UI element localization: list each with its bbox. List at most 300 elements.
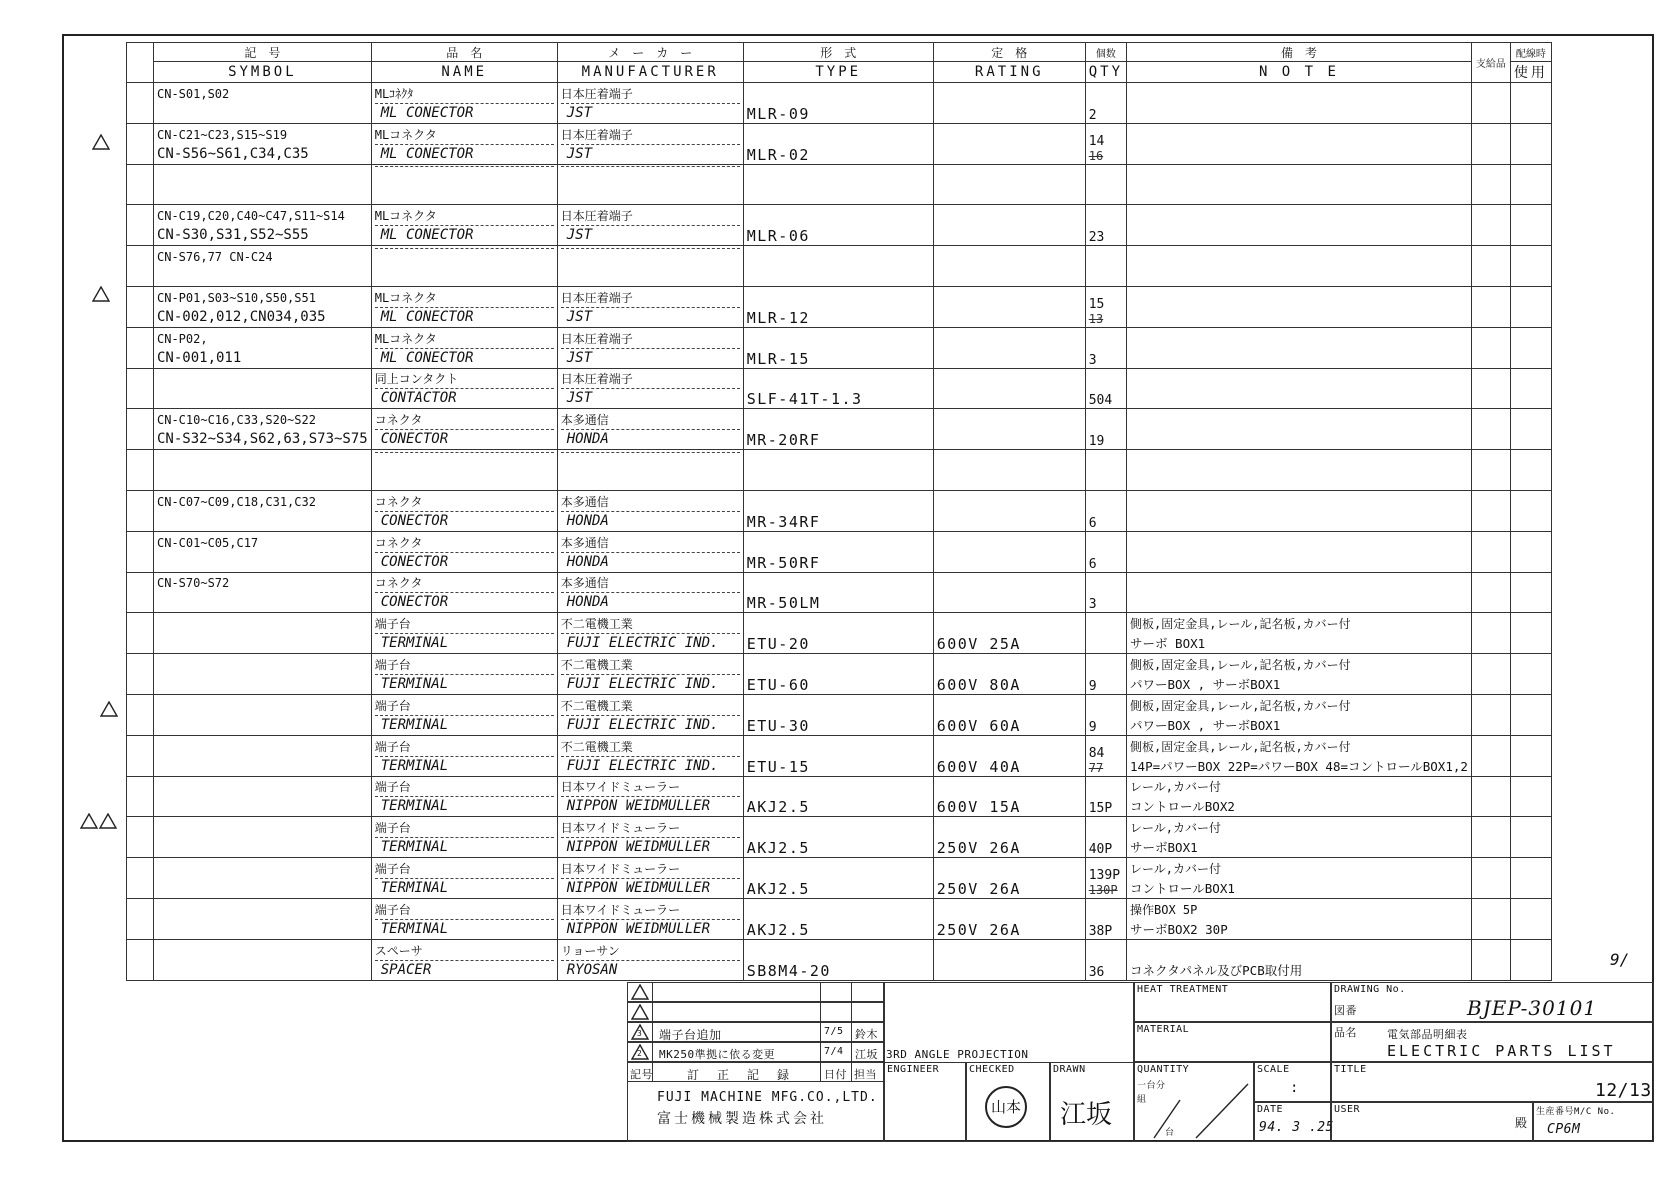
manufacturer-cell bbox=[557, 83, 743, 124]
rating-cell bbox=[933, 450, 1085, 491]
qty-cell bbox=[1085, 246, 1126, 287]
qty-cell bbox=[1085, 409, 1126, 450]
revision-triangle-icon bbox=[631, 1004, 649, 1020]
type-cell: SLF-41T-1.3 bbox=[743, 368, 933, 409]
part-name-en: TERMINAL bbox=[380, 839, 449, 856]
type-cell: ETU-20 bbox=[743, 613, 933, 654]
table-row-22 bbox=[127, 939, 1552, 980]
part-name-en: ML CONECTOR bbox=[380, 145, 474, 162]
qty-cell bbox=[1085, 286, 1126, 327]
symbol-cell bbox=[154, 490, 372, 531]
revision-header-desc: 訂 正 記 録 bbox=[687, 1068, 793, 1082]
note-line-2: サーボ BOX1 bbox=[1130, 636, 1206, 652]
part-name-jp: 端子台 bbox=[375, 615, 554, 634]
name-cell bbox=[371, 368, 557, 409]
maker-en: FUJI ELECTRIC IND. bbox=[566, 635, 719, 652]
note-line-2: サーボBOX2 30P bbox=[1130, 921, 1228, 937]
note-line-1: レール,カバー付 bbox=[1130, 780, 1222, 795]
maker-en: NIPPON WEIDMULLER bbox=[566, 798, 711, 815]
maker-en: HONDA bbox=[566, 512, 609, 529]
table-row-2 bbox=[127, 123, 1552, 164]
supplied-cell bbox=[1471, 83, 1510, 124]
revision-triangle-icon bbox=[100, 701, 118, 717]
part-name-en: CONECTOR bbox=[380, 431, 449, 448]
row-blank-cell bbox=[127, 939, 154, 980]
revision-header-date: 日付 bbox=[824, 1068, 847, 1081]
note-line-1: 側板,固定金具,レール,記名板,カバー付 bbox=[1130, 698, 1351, 713]
revision-desc-2: MK250準拠に依る変更 bbox=[659, 1048, 776, 1061]
qty-value: 40P bbox=[1088, 842, 1113, 858]
supplied-cell bbox=[1471, 572, 1510, 613]
wiring-cell bbox=[1510, 246, 1551, 287]
note-cell bbox=[1127, 735, 1472, 776]
symbol-cell bbox=[154, 858, 372, 899]
symbol-cell bbox=[154, 654, 372, 695]
note-line-1: 側板,固定金具,レール,記名板,カバー付 bbox=[1130, 739, 1351, 754]
table-row-13 bbox=[127, 572, 1552, 613]
note-line-2: コントロールBOX1 bbox=[1130, 880, 1235, 896]
manufacturer-cell bbox=[557, 123, 743, 164]
supplied-cell bbox=[1471, 817, 1510, 858]
maker-en: JST bbox=[566, 145, 593, 162]
part-name-jp: MLコネクタ bbox=[375, 289, 554, 308]
projection-label: 3RD ANGLE PROJECTION bbox=[886, 1048, 1029, 1061]
parts-table-body bbox=[127, 83, 1552, 981]
part-name-en: TERMINAL bbox=[380, 716, 449, 733]
wiring-cell bbox=[1510, 531, 1551, 572]
user-label: USER bbox=[1334, 1104, 1361, 1115]
qty-cell bbox=[1085, 83, 1126, 124]
name-cell bbox=[371, 531, 557, 572]
parts-table bbox=[126, 42, 1552, 981]
manufacturer-cell bbox=[557, 613, 743, 654]
qty-cell bbox=[1085, 205, 1126, 246]
qty-value: 9 bbox=[1088, 678, 1097, 694]
header-qty-jp: 個数 bbox=[1085, 43, 1126, 62]
qty-value: 15P bbox=[1088, 801, 1113, 817]
header-symbol-jp: 記 号 bbox=[154, 43, 372, 62]
parts-table-header bbox=[127, 43, 1552, 83]
company-name-en: FUJI MACHINE MFG.CO.,LTD. bbox=[657, 1090, 878, 1105]
symbol-cell bbox=[154, 368, 372, 409]
table-row-19 bbox=[127, 817, 1552, 858]
supplied-cell bbox=[1471, 654, 1510, 695]
type-cell: MR-50RF bbox=[743, 531, 933, 572]
symbol-line-1: CN-S70~S72 bbox=[157, 576, 230, 591]
symbol-cell bbox=[154, 246, 372, 287]
table-row-9 bbox=[127, 409, 1552, 450]
part-name-jp: 端子台 bbox=[375, 738, 554, 757]
maker-en: HONDA bbox=[566, 553, 609, 570]
wiring-cell bbox=[1510, 83, 1551, 124]
part-name-jp: 端子台 bbox=[375, 656, 554, 675]
quantity-set: 組 bbox=[1137, 1095, 1147, 1105]
qty-cell bbox=[1085, 613, 1126, 654]
manufacturer-cell bbox=[557, 327, 743, 368]
maker-jp bbox=[561, 452, 740, 453]
type-cell bbox=[743, 246, 933, 287]
note-line-2: 14P=パワーBOX 22P=パワーBOX 48=コントロールBOX1,2 bbox=[1130, 758, 1468, 774]
wiring-cell bbox=[1510, 613, 1551, 654]
manufacturer-cell bbox=[557, 858, 743, 899]
part-name-jp: MLコネクタ bbox=[375, 330, 554, 349]
quantity-slash-lines bbox=[1152, 1072, 1252, 1140]
revision-triangle-icon bbox=[92, 134, 110, 150]
symbol-cell bbox=[154, 123, 372, 164]
part-name-en: TERMINAL bbox=[380, 920, 449, 937]
note-cell bbox=[1127, 572, 1472, 613]
symbol-line-1: CN-C21~C23,S15~S19 bbox=[157, 127, 288, 142]
part-name-en: CONECTOR bbox=[380, 594, 449, 611]
header-wiring-jp: 配線時 bbox=[1510, 43, 1551, 62]
drawing-no-label: DRAWING No. bbox=[1334, 984, 1406, 995]
wiring-cell bbox=[1510, 939, 1551, 980]
table-row-1 bbox=[127, 83, 1552, 124]
maker-jp: 本多通信 bbox=[561, 493, 740, 512]
maker-en: FUJI ELECTRIC IND. bbox=[566, 675, 719, 692]
maker-en: FUJI ELECTRIC IND. bbox=[566, 716, 719, 733]
mc-no-label: 生産番号M/C No. bbox=[1536, 1107, 1616, 1117]
name-cell bbox=[371, 327, 557, 368]
supplied-cell bbox=[1471, 409, 1510, 450]
manufacturer-cell bbox=[557, 164, 743, 205]
row-blank-cell bbox=[127, 205, 154, 246]
rating-cell bbox=[933, 368, 1085, 409]
user-suffix: 殿 bbox=[1515, 1116, 1528, 1130]
part-name-en: ML CONECTOR bbox=[380, 349, 474, 366]
revision-triangle-icon bbox=[80, 813, 98, 829]
name-cell bbox=[371, 450, 557, 491]
table-row-6 bbox=[127, 286, 1552, 327]
supplied-cell bbox=[1471, 286, 1510, 327]
row-blank-cell bbox=[127, 368, 154, 409]
name-cell bbox=[371, 613, 557, 654]
rating-cell bbox=[933, 327, 1085, 368]
wiring-cell bbox=[1510, 409, 1551, 450]
row-blank-cell bbox=[127, 654, 154, 695]
name-cell bbox=[371, 286, 557, 327]
symbol-cell bbox=[154, 572, 372, 613]
note-cell bbox=[1127, 694, 1472, 735]
supplied-cell bbox=[1471, 368, 1510, 409]
table-row-4 bbox=[127, 205, 1552, 246]
note-line-1: 側板,固定金具,レール,記名板,カバー付 bbox=[1130, 657, 1351, 672]
qty-value: 2 bbox=[1088, 107, 1097, 123]
header-row-japanese bbox=[127, 43, 1552, 62]
maker-jp: 日本圧着端子 bbox=[561, 330, 740, 349]
qty-cell bbox=[1085, 572, 1126, 613]
table-row-7 bbox=[127, 327, 1552, 368]
maker-en: NIPPON WEIDMULLER bbox=[566, 879, 711, 896]
manufacturer-cell bbox=[557, 368, 743, 409]
qty-cell bbox=[1085, 490, 1126, 531]
manufacturer-cell bbox=[557, 735, 743, 776]
supplied-cell bbox=[1471, 327, 1510, 368]
symbol-line-1: CN-C07~C09,C18,C31,C32 bbox=[157, 494, 316, 509]
part-name-jp: 電気部品明細表 bbox=[1387, 1028, 1468, 1041]
table-row-5 bbox=[127, 246, 1552, 287]
symbol-line-2: CN-S56~S61,C34,C35 bbox=[157, 145, 309, 162]
part-name-en: TERMINAL bbox=[380, 675, 449, 692]
manufacturer-cell bbox=[557, 572, 743, 613]
rating-cell bbox=[933, 123, 1085, 164]
supplied-cell bbox=[1471, 735, 1510, 776]
type-cell: AKJ2.5 bbox=[743, 817, 933, 858]
qty-cell bbox=[1085, 776, 1126, 817]
type-cell: MLR-06 bbox=[743, 205, 933, 246]
part-name-en: ML CONECTOR bbox=[380, 227, 474, 244]
maker-en: FUJI ELECTRIC IND. bbox=[566, 757, 719, 774]
name-cell bbox=[371, 83, 557, 124]
header-rating-jp: 定 格 bbox=[933, 43, 1085, 62]
name-cell bbox=[371, 817, 557, 858]
maker-en: RYOSAN bbox=[566, 961, 618, 978]
qty-value: 6 bbox=[1088, 515, 1097, 531]
part-name-en: CONECTOR bbox=[380, 512, 449, 529]
qty-cell bbox=[1085, 164, 1126, 205]
wiring-cell bbox=[1510, 123, 1551, 164]
row-blank-cell bbox=[127, 490, 154, 531]
note-line-2: サーボBOX1 bbox=[1130, 840, 1198, 856]
rating-cell bbox=[933, 572, 1085, 613]
wiring-cell bbox=[1510, 286, 1551, 327]
name-cell bbox=[371, 735, 557, 776]
qty-value: 23 bbox=[1088, 230, 1105, 246]
part-name-en: ELECTRIC PARTS LIST bbox=[1387, 1042, 1616, 1060]
symbol-line-2: CN-S30,S31,S52~S55 bbox=[157, 227, 309, 244]
heat-treatment-label: HEAT TREATMENT bbox=[1137, 984, 1229, 995]
type-cell: MLR-02 bbox=[743, 123, 933, 164]
row-blank-cell bbox=[127, 164, 154, 205]
maker-jp: 不二電機工業 bbox=[561, 697, 740, 716]
drawn-by: 江坂 bbox=[1060, 1100, 1113, 1130]
mc-number: CP6M bbox=[1547, 1122, 1581, 1137]
part-name-en: TERMINAL bbox=[380, 757, 449, 774]
name-cell bbox=[371, 572, 557, 613]
supplied-cell bbox=[1471, 776, 1510, 817]
rating-cell: 600V 80A bbox=[933, 654, 1085, 695]
type-cell: MLR-15 bbox=[743, 327, 933, 368]
symbol-cell bbox=[154, 164, 372, 205]
note-cell bbox=[1127, 450, 1472, 491]
note-cell bbox=[1127, 858, 1472, 899]
wiring-cell bbox=[1510, 450, 1551, 491]
maker-jp: リョーサン bbox=[561, 942, 740, 961]
row-blank-cell bbox=[127, 858, 154, 899]
wiring-cell bbox=[1510, 735, 1551, 776]
part-name-jp bbox=[375, 166, 554, 167]
checked-label: CHECKED bbox=[969, 1064, 1015, 1075]
symbol-line-1: CN-S76,77 CN-C24 bbox=[157, 249, 273, 264]
symbol-cell bbox=[154, 939, 372, 980]
note-line-2: パワーBOX , サーボBOX1 bbox=[1130, 717, 1281, 733]
manufacturer-cell bbox=[557, 490, 743, 531]
revision-triangle-icon bbox=[631, 984, 649, 1000]
note-cell bbox=[1127, 654, 1472, 695]
row-blank-cell bbox=[127, 694, 154, 735]
quantity-label: QUANTITY bbox=[1137, 1064, 1190, 1075]
symbol-cell bbox=[154, 776, 372, 817]
manufacturer-cell bbox=[557, 246, 743, 287]
maker-jp: 日本圧着端子 bbox=[561, 126, 740, 145]
symbol-cell bbox=[154, 613, 372, 654]
maker-en: JST bbox=[566, 308, 593, 325]
part-name-en: TERMINAL bbox=[380, 635, 449, 652]
supplied-cell bbox=[1471, 246, 1510, 287]
quantity-per-unit: 一台分 bbox=[1137, 1081, 1166, 1091]
name-cell bbox=[371, 858, 557, 899]
note-line-1: 側板,固定金具,レール,記名板,カバー付 bbox=[1130, 617, 1351, 632]
row-blank-cell bbox=[127, 898, 154, 939]
revision-header-mark: 記号 bbox=[630, 1068, 653, 1081]
maker-jp: 不二電機工業 bbox=[561, 615, 740, 634]
part-name-jp-label: 品名 bbox=[1334, 1026, 1357, 1039]
part-name-en: SPACER bbox=[380, 961, 432, 978]
type-cell: AKJ2.5 bbox=[743, 776, 933, 817]
type-cell: MLR-12 bbox=[743, 286, 933, 327]
drawing-number: BJEP-30101 bbox=[1467, 996, 1598, 1020]
manufacturer-cell bbox=[557, 531, 743, 572]
supplied-cell bbox=[1471, 123, 1510, 164]
wiring-cell bbox=[1510, 817, 1551, 858]
part-name-en: ML CONECTOR bbox=[380, 104, 474, 121]
qty-value: 36 bbox=[1088, 964, 1105, 980]
maker-jp: 日本ワイドミューラー bbox=[561, 901, 740, 920]
type-cell bbox=[743, 164, 933, 205]
name-cell bbox=[371, 490, 557, 531]
symbol-cell bbox=[154, 817, 372, 858]
qty-cell bbox=[1085, 368, 1126, 409]
name-cell bbox=[371, 164, 557, 205]
material-label: MATERIAL bbox=[1137, 1024, 1190, 1035]
revision-desc-3: 端子台追加 bbox=[659, 1028, 722, 1042]
symbol-cell bbox=[154, 694, 372, 735]
manufacturer-cell bbox=[557, 694, 743, 735]
type-cell: AKJ2.5 bbox=[743, 858, 933, 899]
name-cell bbox=[371, 246, 557, 287]
rating-cell bbox=[933, 246, 1085, 287]
maker-en: NIPPON WEIDMULLER bbox=[566, 920, 711, 937]
header-type-jp: 形 式 bbox=[743, 43, 933, 62]
header-maker-en: MANUFACTURER bbox=[557, 62, 743, 83]
header-rating-en: RATING bbox=[933, 62, 1085, 83]
table-row-15 bbox=[127, 654, 1552, 695]
type-cell: SB8M4-20 bbox=[743, 939, 933, 980]
revision-header-by: 担当 bbox=[854, 1068, 877, 1081]
wiring-cell bbox=[1510, 368, 1551, 409]
revision-date-2: 7/4 bbox=[824, 1046, 844, 1057]
part-name-jp: MLコネクタ bbox=[375, 126, 554, 145]
maker-jp: 日本圧着端子 bbox=[561, 370, 740, 389]
type-cell: MLR-09 bbox=[743, 83, 933, 124]
table-row-18 bbox=[127, 776, 1552, 817]
row-blank-cell bbox=[127, 83, 154, 124]
note-cell bbox=[1127, 939, 1472, 980]
symbol-line-1: CN-C19,C20,C40~C47,S11~S14 bbox=[157, 209, 345, 224]
symbol-cell bbox=[154, 409, 372, 450]
wiring-cell bbox=[1510, 327, 1551, 368]
note-line-1: レール,カバー付 bbox=[1130, 861, 1222, 876]
type-cell: AKJ2.5 bbox=[743, 898, 933, 939]
part-name-jp: 端子台 bbox=[375, 860, 554, 879]
symbol-line-1: CN-C01~C05,C17 bbox=[157, 535, 259, 550]
scale-value: : bbox=[1290, 1080, 1299, 1096]
maker-jp: 日本圧着端子 bbox=[561, 289, 740, 308]
part-name-jp bbox=[375, 248, 554, 249]
revision-triangle-icon bbox=[99, 813, 117, 829]
rating-cell: 600V 60A bbox=[933, 694, 1085, 735]
name-cell bbox=[371, 939, 557, 980]
symbol-line-2: CN-001,011 bbox=[157, 349, 242, 366]
manufacturer-cell bbox=[557, 205, 743, 246]
part-name-en: CONTACTOR bbox=[380, 390, 457, 407]
note-cell bbox=[1127, 776, 1472, 817]
row-blank-cell bbox=[127, 613, 154, 654]
revision-date-3: 7/5 bbox=[824, 1026, 844, 1037]
part-name-jp: コネクタ bbox=[375, 411, 554, 430]
maker-jp: 日本ワイドミューラー bbox=[561, 819, 740, 838]
part-name-jp: 端子台 bbox=[375, 819, 554, 838]
maker-en: JST bbox=[566, 227, 593, 244]
header-type-en: TYPE bbox=[743, 62, 933, 83]
qty-cell bbox=[1085, 939, 1126, 980]
note-cell bbox=[1127, 205, 1472, 246]
rating-cell bbox=[933, 490, 1085, 531]
row-blank-cell bbox=[127, 450, 154, 491]
part-name-jp: 端子台 bbox=[375, 901, 554, 920]
row-blank-cell bbox=[127, 286, 154, 327]
note-cell bbox=[1127, 164, 1472, 205]
revision-by-3: 鈴木 bbox=[855, 1028, 878, 1041]
symbol-cell bbox=[154, 327, 372, 368]
maker-jp: 日本ワイドミューラー bbox=[561, 778, 740, 797]
drawn-label: DRAWN bbox=[1053, 1064, 1086, 1075]
header-wiring-en: 使用 bbox=[1510, 62, 1551, 83]
name-cell bbox=[371, 409, 557, 450]
supplied-cell bbox=[1471, 164, 1510, 205]
table-row-3 bbox=[127, 164, 1552, 205]
type-cell: ETU-30 bbox=[743, 694, 933, 735]
maker-jp bbox=[561, 166, 740, 167]
qty-value: 14 bbox=[1088, 133, 1105, 149]
supplied-cell bbox=[1471, 613, 1510, 654]
revision-mark-3: 3 bbox=[637, 1029, 643, 1038]
maker-jp bbox=[561, 248, 740, 249]
wiring-cell bbox=[1510, 205, 1551, 246]
symbol-line-1: CN-C10~C16,C33,S20~S22 bbox=[157, 413, 316, 428]
maker-jp: 日本圧着端子 bbox=[561, 85, 740, 104]
row-blank-cell bbox=[127, 776, 154, 817]
supplied-cell bbox=[1471, 205, 1510, 246]
date-label: DATE bbox=[1257, 1104, 1284, 1115]
header-name-en: NAME bbox=[371, 62, 557, 83]
maker-jp: 日本ワイドミューラー bbox=[561, 860, 740, 879]
manufacturer-cell bbox=[557, 286, 743, 327]
rating-cell bbox=[933, 83, 1085, 124]
qty-value: 38P bbox=[1088, 923, 1113, 939]
header-row-english bbox=[127, 62, 1552, 83]
maker-en: JST bbox=[566, 349, 593, 366]
qty-old-value: 16 bbox=[1088, 148, 1104, 163]
name-cell bbox=[371, 205, 557, 246]
row-blank-cell bbox=[127, 409, 154, 450]
table-row-11 bbox=[127, 490, 1552, 531]
qty-cell bbox=[1085, 735, 1126, 776]
scale-label: SCALE bbox=[1257, 1064, 1290, 1075]
qty-value: 19 bbox=[1088, 434, 1105, 450]
note-cell bbox=[1127, 490, 1472, 531]
note-line-2: パワーBOX , サーボBOX1 bbox=[1130, 676, 1281, 692]
